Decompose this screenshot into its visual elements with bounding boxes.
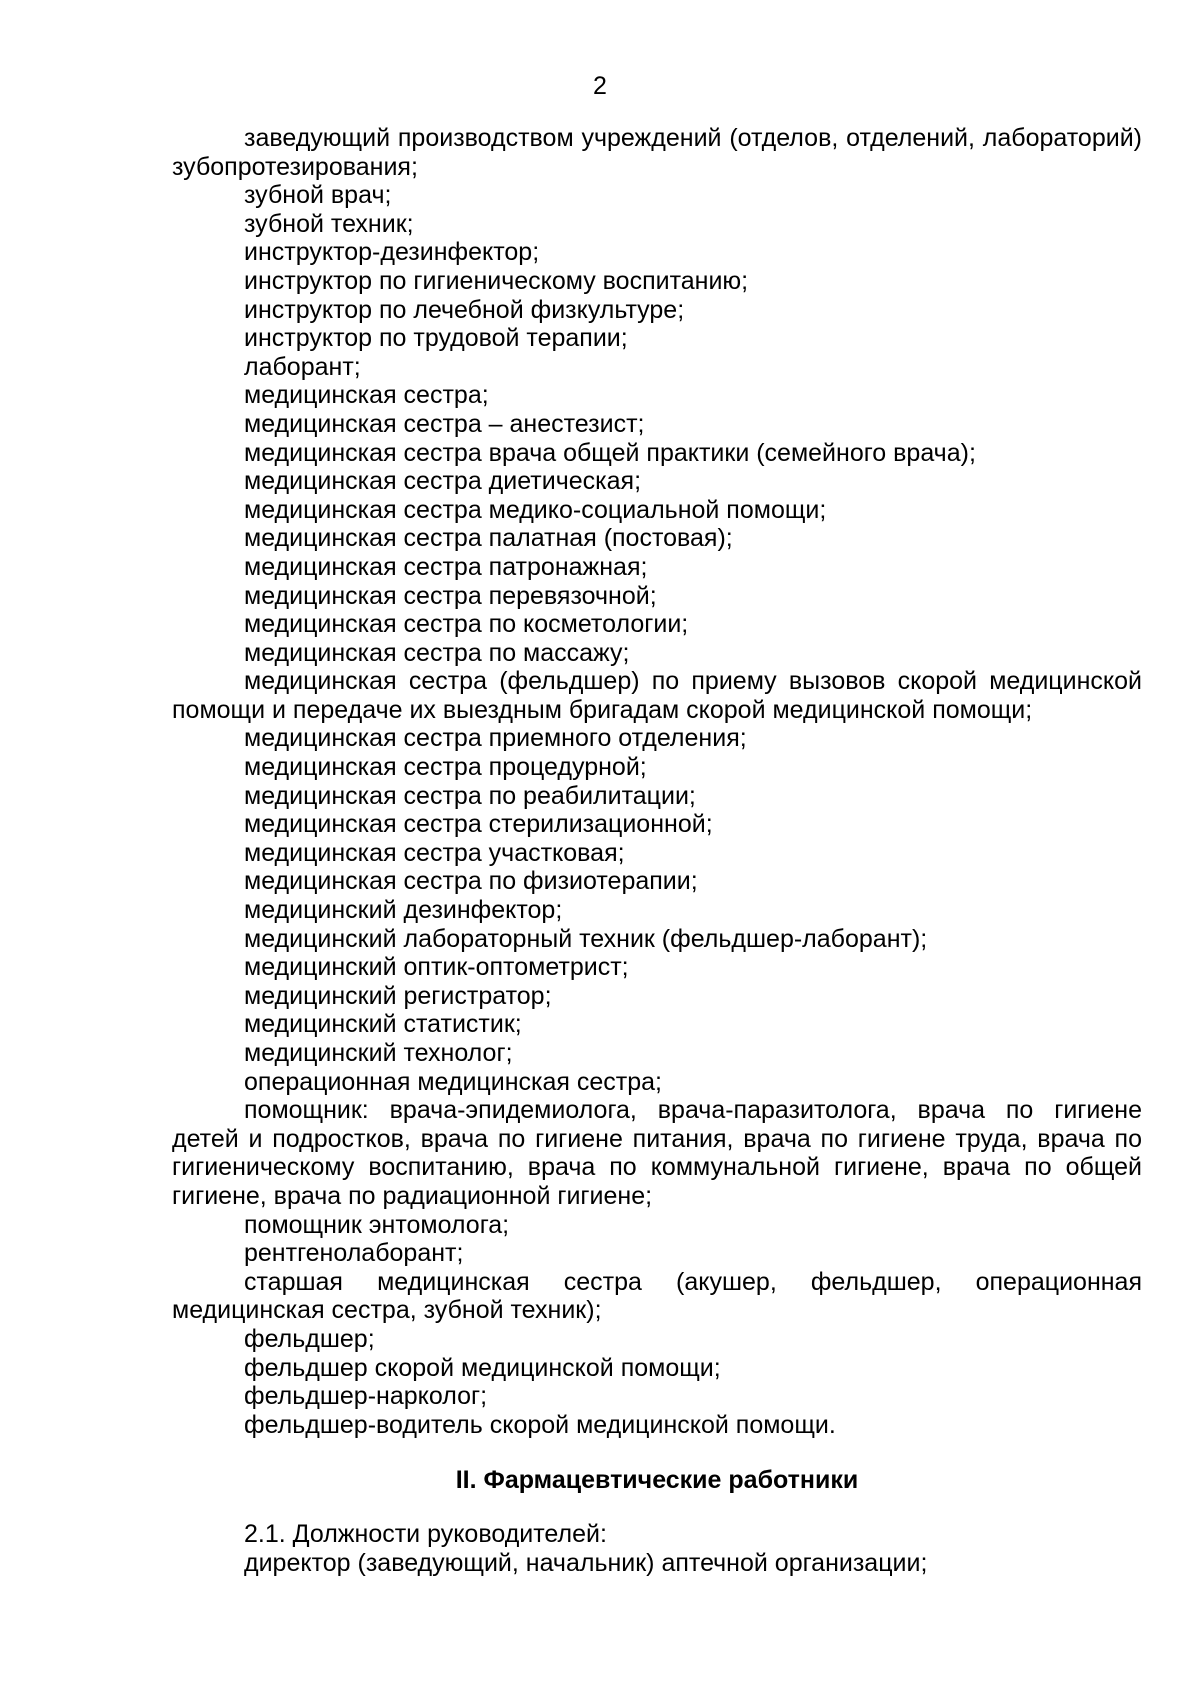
list-item: помощник: врача-эпидемиолога, врача-паразитолога, врача по гигиене детей и подростков, врача по гигиене питания, врача по гигиене труда, врача по гигиеническому воспитанию, врача по коммунальной гигиене, врача по общей гигиене, врача по радиационной гигиене;: [172, 1096, 1142, 1210]
list-item: медицинская сестра по косметологии;: [244, 610, 689, 639]
list-item: помощник энтомолога;: [244, 1210, 510, 1239]
list-item: инструктор-дезинфектор;: [244, 238, 540, 267]
list-item: медицинская сестра диетическая;: [244, 467, 642, 496]
list-item: медицинская сестра патронажная;: [244, 552, 648, 581]
section-paragraph: директор (заведующий, начальник) аптечной организации;: [244, 1548, 928, 1577]
list-item: зубной врач;: [244, 181, 392, 210]
list-item: медицинская сестра по массажу;: [244, 638, 630, 667]
list-item: медицинская сестра палатная (постовая);: [244, 524, 733, 553]
page-number: 2: [593, 72, 607, 100]
list-item: фельдшер-нарколог;: [244, 1382, 488, 1411]
document-body: [172, 124, 1142, 1577]
list-item: медицинская сестра (фельдшер) по приему вызовов скорой медицинской помощи и передаче их выездным бригадам скорой медицинской помощи;: [172, 667, 1142, 724]
list-item: медицинская сестра стерилизационной;: [244, 810, 713, 839]
list-item: медицинская сестра процедурной;: [244, 753, 647, 782]
list-item: операционная медицинская сестра;: [244, 1067, 663, 1096]
list-item: медицинская сестра приемного отделения;: [244, 724, 747, 753]
occupation-list: [172, 124, 1142, 1439]
list-item: медицинская сестра по физиотерапии;: [244, 867, 698, 896]
list-item: медицинская сестра участковая;: [244, 838, 625, 867]
list-item: заведующий производством учреждений (отделов, отделений, лабораторий) зубопротезирования;: [172, 124, 1142, 181]
section-heading: II. Фармацевтические работники: [455, 1466, 859, 1495]
list-item: фельдшер;: [244, 1324, 375, 1353]
list-item: медицинский статистик;: [244, 1010, 522, 1039]
list-item: старшая медицинская сестра (акушер, фельдшер, операционная медицинская сестра, зубной техник);: [172, 1267, 1142, 1325]
list-item: медицинский дезинфектор;: [244, 896, 563, 925]
list-item: инструктор по гигиеническому воспитанию;: [244, 266, 749, 295]
list-item: медицинская сестра – анестезист;: [244, 409, 645, 438]
list-item: медицинский оптик-оптометрист;: [244, 953, 629, 982]
list-item: рентгенолаборант;: [244, 1239, 464, 1268]
list-item: медицинская сестра перевязочной;: [244, 581, 657, 610]
list-item: медицинский технолог;: [244, 1039, 513, 1067]
list-item: инструктор по лечебной физкультуре;: [244, 295, 685, 324]
list-item: медицинский лабораторный техник (фельдшер-лаборант);: [244, 924, 928, 953]
list-item: фельдшер скорой медицинской помощи;: [244, 1353, 721, 1382]
list-item: медицинский регистратор;: [244, 981, 552, 1010]
list-item: лаборант;: [244, 352, 361, 381]
list-item: медицинская сестра медико-социальной помощи;: [244, 495, 827, 524]
list-item: медицинская сестра;: [244, 381, 489, 410]
list-item: медицинская сестра врача общей практики (семейного врача);: [244, 438, 976, 467]
list-item: зубной техник;: [244, 209, 414, 238]
list-item: инструктор по трудовой терапии;: [244, 324, 628, 353]
list-item: фельдшер-водитель скорой медицинской помощи.: [244, 1410, 836, 1439]
section-paragraph-list: [172, 1520, 1142, 1577]
section-paragraph: 2.1. Должности руководителей:: [244, 1519, 607, 1548]
list-item: медицинская сестра по реабилитации;: [244, 781, 696, 810]
